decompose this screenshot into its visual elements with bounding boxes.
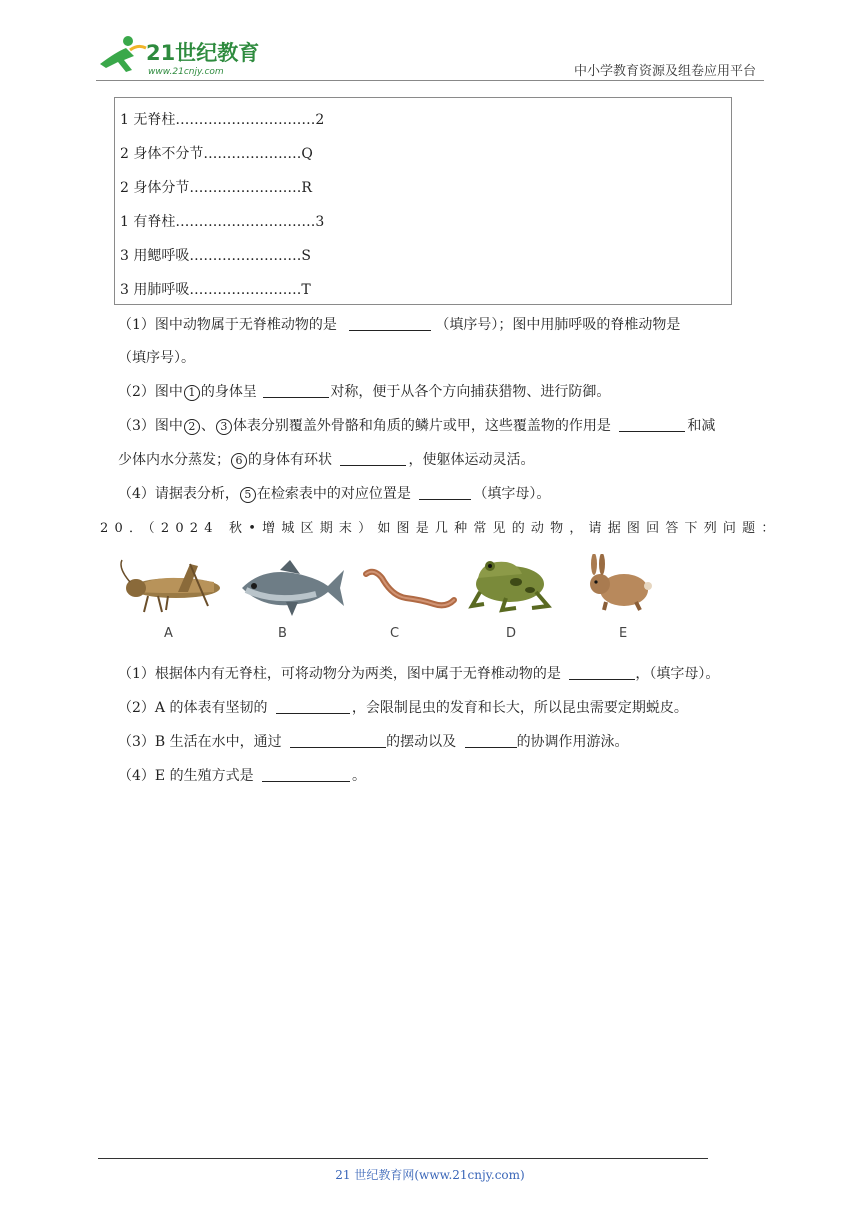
- q20-p4-text-a: （4）E 的生殖方式是: [118, 768, 254, 784]
- logo-text: 21世纪教育: [146, 41, 260, 65]
- q19-p4-text-a: （4）请据表分析，: [118, 486, 239, 502]
- q19-p2-text-c: 对称，便于从各个方向捕获猎物、进行防御。: [330, 384, 611, 400]
- q19-p1-text-a: （1）图中动物属于无脊椎动物的是: [118, 317, 337, 333]
- key-row: 3 用鳃呼吸……………………S: [120, 248, 311, 264]
- q19-part4: [118, 483, 550, 503]
- answer-blank[interactable]: [290, 733, 386, 748]
- q19-part3-line2: [118, 449, 534, 469]
- q19-part1-line1: [118, 314, 680, 334]
- circled-number: 5: [240, 487, 256, 503]
- q20-p3-text-a: （3）B 生活在水中，通过: [118, 734, 282, 750]
- circled-number: 3: [216, 419, 232, 435]
- circled-number: 1: [184, 385, 200, 401]
- frog-image: [466, 552, 552, 618]
- logo-url-text: www.21cnjy.com: [148, 67, 224, 77]
- answer-blank[interactable]: [419, 485, 471, 500]
- platform-name: 中小学教育资源及组卷应用平台: [573, 64, 756, 79]
- q20-p1-text-a: （1）根据体内有无脊柱，可将动物分为两类，图中属于无脊椎动物的是: [118, 666, 561, 682]
- q19-p3-text-b: 体表分别覆盖外骨骼和角质的鳞片或甲，这些覆盖物的作用是: [232, 418, 611, 434]
- key-row: 2 身体不分节…………………Q: [120, 146, 313, 162]
- answer-blank[interactable]: [263, 383, 329, 398]
- animal-label: A: [164, 626, 173, 641]
- q19-p3-text-f: ，使躯体运动灵活。: [408, 452, 535, 468]
- q20-p3-text-c: 的协调作用游泳。: [516, 734, 629, 750]
- dichotomous-key-table: [114, 97, 732, 305]
- animal-label: D: [506, 626, 517, 641]
- q19-p3-sep: 、: [200, 418, 215, 434]
- q19-p3-text-e: 的身体有环状: [248, 452, 332, 468]
- q20-part2: [118, 697, 688, 717]
- animal-label: E: [619, 626, 628, 641]
- q19-p4-text-c: （填字母）。: [473, 486, 551, 502]
- earthworm-image: [362, 566, 458, 616]
- q19-part3-line1: [118, 415, 715, 435]
- animal-label: B: [278, 626, 287, 641]
- q20-p4-text-b: 。: [352, 768, 367, 784]
- circled-number: 6: [231, 453, 247, 469]
- q20-p3-text-b: 的摆动以及: [386, 734, 457, 750]
- q20-p2-text-a: （2）A 的体表有坚韧的: [118, 700, 268, 716]
- circled-number: 2: [184, 419, 200, 435]
- answer-blank[interactable]: [569, 665, 635, 680]
- rabbit-image: [586, 554, 654, 612]
- q20-part3: [118, 731, 629, 751]
- key-row: 3 用肺呼吸……………………T: [120, 282, 311, 298]
- animal-label: C: [390, 626, 400, 641]
- q19-p3-text-a: （3）图中: [118, 418, 183, 434]
- q19-p2-text-b: 的身体呈: [200, 384, 257, 400]
- q19-p2-text-a: （2）图中: [118, 384, 183, 400]
- answer-blank[interactable]: [465, 733, 517, 748]
- fish-image: [236, 556, 346, 620]
- answer-blank[interactable]: [340, 451, 406, 466]
- q19-part1-line2: （填序号）。: [118, 350, 195, 366]
- q20-p1-text-b: ，（填字母）。: [635, 666, 720, 682]
- q20-p2-text-b: ，会限制昆虫的发育和长大，所以昆虫需要定期蜕皮。: [351, 700, 688, 716]
- grasshopper-image: [118, 558, 230, 618]
- answer-blank[interactable]: [276, 699, 350, 714]
- q20-stem: 20．（2024 秋•增城区期末）如图是几种常见的动物，请据图回答下列问题：: [100, 521, 781, 536]
- q19-p4-text-b: 在检索表中的对应位置是: [256, 486, 411, 502]
- key-row: 1 有脊柱…………………………3: [120, 214, 325, 230]
- key-row: 1 无脊柱…………………………2: [120, 112, 325, 128]
- answer-blank[interactable]: [262, 767, 350, 782]
- q19-p3-text-d: 少体内水分蒸发；: [118, 452, 230, 468]
- answer-blank[interactable]: [349, 316, 431, 331]
- answer-blank[interactable]: [619, 417, 685, 432]
- logo: [94, 34, 264, 78]
- q19-part2: [118, 381, 610, 401]
- q19-p3-text-c: 和减: [687, 418, 716, 434]
- footer-divider: [98, 1158, 708, 1159]
- q19-p1-text-b: （填序号）；图中用肺呼吸的脊椎动物是: [435, 317, 681, 333]
- header-divider: [96, 80, 764, 81]
- q20-part4: [118, 765, 366, 785]
- key-row: 2 身体分节……………………R: [120, 180, 312, 196]
- footer-source: 21 世纪教育网(www.21cnjy.com): [335, 1168, 525, 1182]
- animal-images: [118, 552, 658, 644]
- q20-part1: [118, 663, 719, 683]
